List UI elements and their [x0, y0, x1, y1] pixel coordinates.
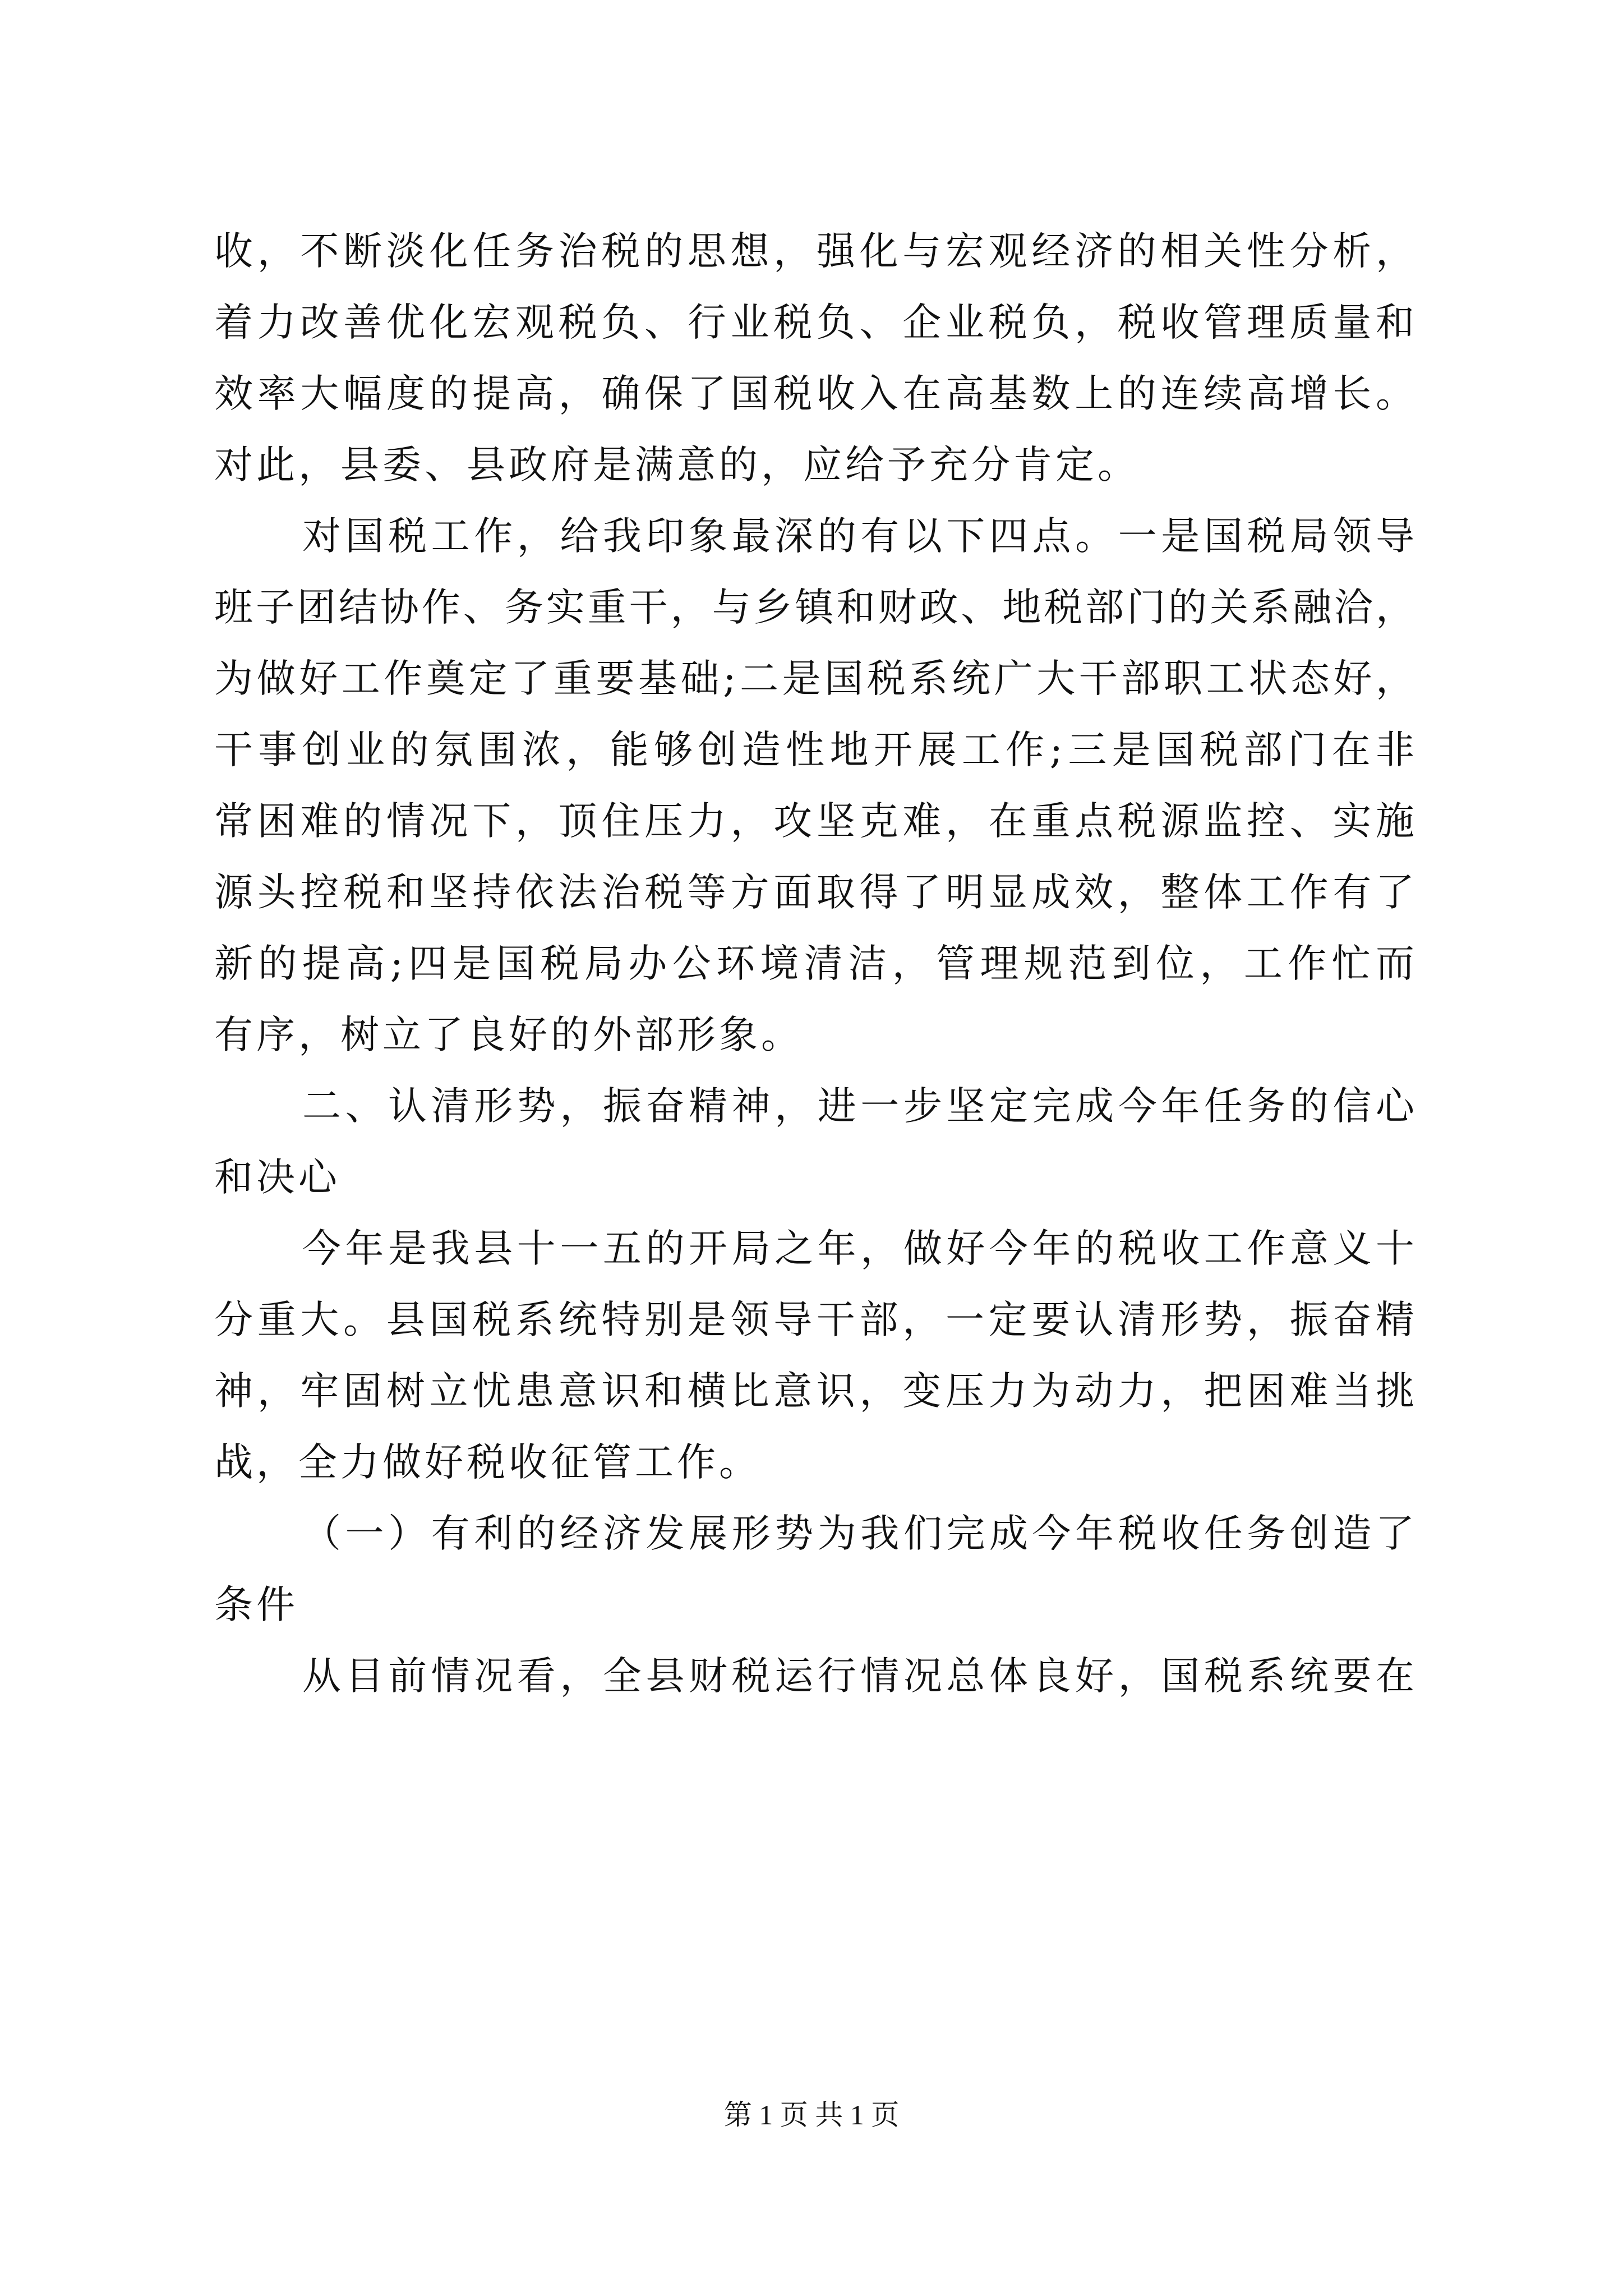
- subsection-heading: （一）有利的经济发展形势为我们完成今年税收任务创造了: [302, 1511, 1414, 1556]
- body-text-line: 干事创业的氛围浓，能够创造性地开展工作;三是国税部门在非: [214, 728, 1414, 772]
- subsection-heading-continued: 条件: [214, 1582, 298, 1627]
- section-heading: 二、认清形势，振奋精神，进一步坚定完成今年任务的信心: [302, 1084, 1414, 1129]
- body-text-line: 分重大。县国税系统特别是领导干部，一定要认清形势，振奋精: [214, 1297, 1414, 1342]
- body-text-line: 着力改善优化宏观税负、行业税负、企业税负，税收管理质量和: [214, 300, 1414, 345]
- paragraph-first-line: 今年是我县十一五的开局之年，做好今年的税收工作意义十: [302, 1226, 1414, 1271]
- body-text-line: 对此，县委、县政府是满意的，应给予充分肯定。: [214, 443, 1140, 487]
- body-text-line: 新的提高;四是国税局办公环境清洁，管理规范到位，工作忙而: [214, 941, 1414, 986]
- body-text-line: 神，牢固树立忧患意识和横比意识，变压力为动力，把困难当挑: [214, 1369, 1414, 1414]
- body-text-line: 常困难的情况下，顶住压力，攻坚克难，在重点税源监控、实施: [214, 799, 1414, 844]
- body-text-line: 班子团结协作、务实重干，与乡镇和财政、地税部门的关系融洽，: [214, 585, 1414, 630]
- body-text-line: 效率大幅度的提高，确保了国税收入在高基数上的连续高增长。: [214, 371, 1414, 416]
- page-number-footer: 第 1 页 共 1 页: [723, 2099, 900, 2131]
- body-text-line: 收，不断淡化任务治税的思想，强化与宏观经济的相关性分析，: [214, 229, 1414, 274]
- body-text-line: 源头控税和坚持依法治税等方面取得了明显成效，整体工作有了: [214, 870, 1414, 915]
- paragraph-first-line: 从目前情况看，全县财税运行情况总体良好，国税系统要在: [302, 1654, 1414, 1699]
- body-text-line: 为做好工作奠定了重要基础;二是国税系统广大干部职工状态好，: [214, 656, 1414, 701]
- paragraph-first-line: 对国税工作，给我印象最深的有以下四点。一是国税局领导: [302, 514, 1414, 559]
- body-text-line: 有序，树立了良好的外部形象。: [214, 1013, 803, 1057]
- body-text-line: 战，全力做好税收征管工作。: [214, 1440, 761, 1485]
- section-heading-continued: 和决心: [214, 1155, 340, 1200]
